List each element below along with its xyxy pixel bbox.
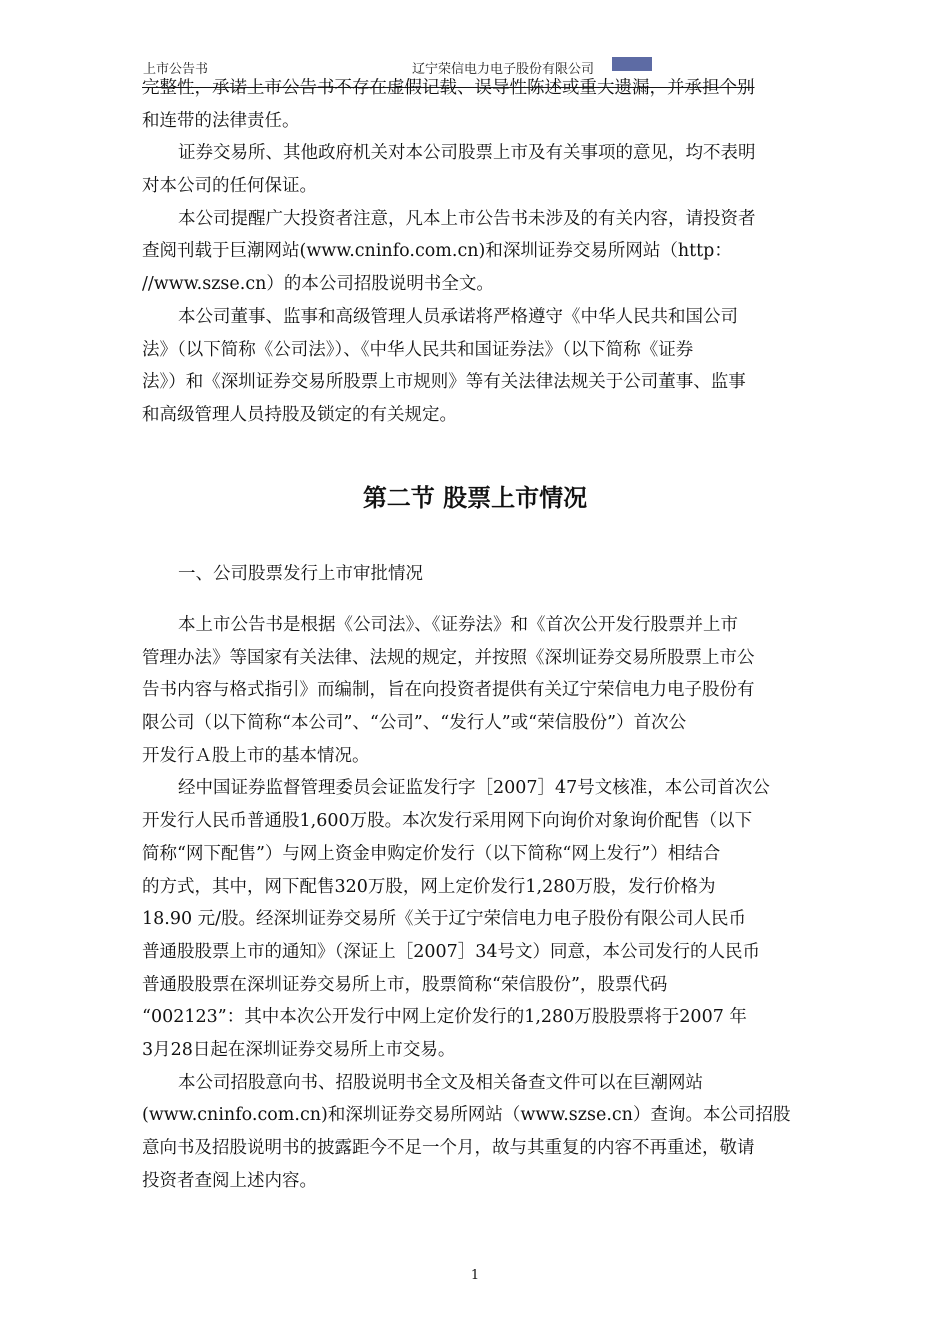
text-line: 管理办法》等国家有关法律、法规的规定，并按照《深圳证券交易所股票上市公	[142, 647, 755, 668]
page-number: 1	[470, 1268, 480, 1283]
text-line: 本公司提醒广大投资者注意，凡本上市公告书未涉及的有关内容，请投资者	[178, 208, 756, 229]
subsection-title: 一、公司股票发行上市审批情况	[178, 564, 423, 584]
text-line: 证券交易所、其他政府机关对本公司股票上市及有关事项的意见，均不表明	[178, 143, 756, 164]
text-line: 意向书及招股说明书的披露距今不足一个月，故与其重复的内容不再重述，敬请	[142, 1138, 755, 1158]
stamp-logo	[612, 57, 652, 71]
text-line: 3月28日起在深圳证券交易所上市交易。	[142, 1039, 456, 1060]
text-line: 完整性，承诺上市公告书不存在虚假记载、误导性陈述或重大遗漏，并承担个别	[142, 78, 755, 98]
text-line: 开发行Ａ股上市的基本情况。	[142, 745, 370, 766]
intro-text	[142, 72, 818, 432]
text-line: 法》）和《深圳证券交易所股票上市规则》等有关法律法规关于公司董事、监事	[142, 372, 746, 393]
header-center: 辽宁荣信电力电子股份有限公司	[412, 62, 595, 77]
text-line: 投资者查阅上述内容。	[142, 1170, 317, 1191]
text-line: 查阅刊载于巨潮网站(www.cninfo.com.cn)和深圳证券交易所网站（http：	[142, 241, 732, 262]
text-line: 经中国证券监督管理委员会证监发行字［2007］47号文核准，本公司首次公	[178, 778, 770, 799]
text-line: 本公司招股意向书、招股说明书全文及相关备查文件可以在巨潮网站	[178, 1072, 703, 1093]
text-line: 普通股股票上市的通知》（深证上［2007］34号文）同意，本公司发行的人民币	[142, 941, 761, 962]
header-left: 上市公告书	[143, 62, 209, 77]
text-line: 和连带的法律责任。	[142, 110, 300, 131]
text-line: 简称“网下配售”）与网上资金申购定价发行（以下简称“网上发行”）相结合	[142, 843, 721, 864]
text-line: 和高级管理人员持股及锁定的有关规定。	[142, 404, 457, 425]
text-line: 本上市公告书是根据《公司法》、《证券法》和《首次公开发行股票并上市	[178, 615, 738, 635]
text-line: //www.szse.cn）的本公司招股说明书全文。	[142, 274, 494, 295]
text-line: 本公司董事、监事和高级管理人员承诺将严格遵守《中华人民共和国公司	[178, 306, 738, 327]
text-line: 对本公司的任何保证。	[142, 176, 317, 197]
listing-text	[142, 609, 818, 1197]
text-line: (www.cninfo.com.cn)和深圳证券交易所网站（www.szse.cn）查询。本公司招股	[142, 1105, 791, 1126]
text-line: 开发行人民币普通股1,600万股。本次发行采用网下向询价对象询价配售（以下	[142, 811, 753, 832]
text-line: “002123”：其中本次公开发行中网上定价发行的1,280万股股票将于2007 年	[142, 1007, 747, 1028]
text-line: 限公司（以下简称“本公司”、“公司”、“发行人”或“荣信股份”）首次公	[142, 713, 687, 734]
text-line: 的方式，其中，网下配售320万股，网上定价发行1,280万股，发行价格为	[142, 876, 716, 897]
text-line: 18.90 元/股。经深圳证券交易所《关于辽宁荣信电力电子股份有限公司人民币	[142, 909, 747, 930]
text-line: 普通股股票在深圳证券交易所上市，股票简称“荣信股份”，股票代码	[142, 974, 668, 995]
text-line: 法》（以下简称《公司法》）、《中华人民共和国证券法》（以下简称《证券	[142, 339, 694, 360]
section-title: 第二节 股票上市情况	[362, 484, 588, 512]
text-line: 告书内容与格式指引》而编制，旨在向投资者提供有关辽宁荣信电力电子股份有	[142, 680, 755, 701]
